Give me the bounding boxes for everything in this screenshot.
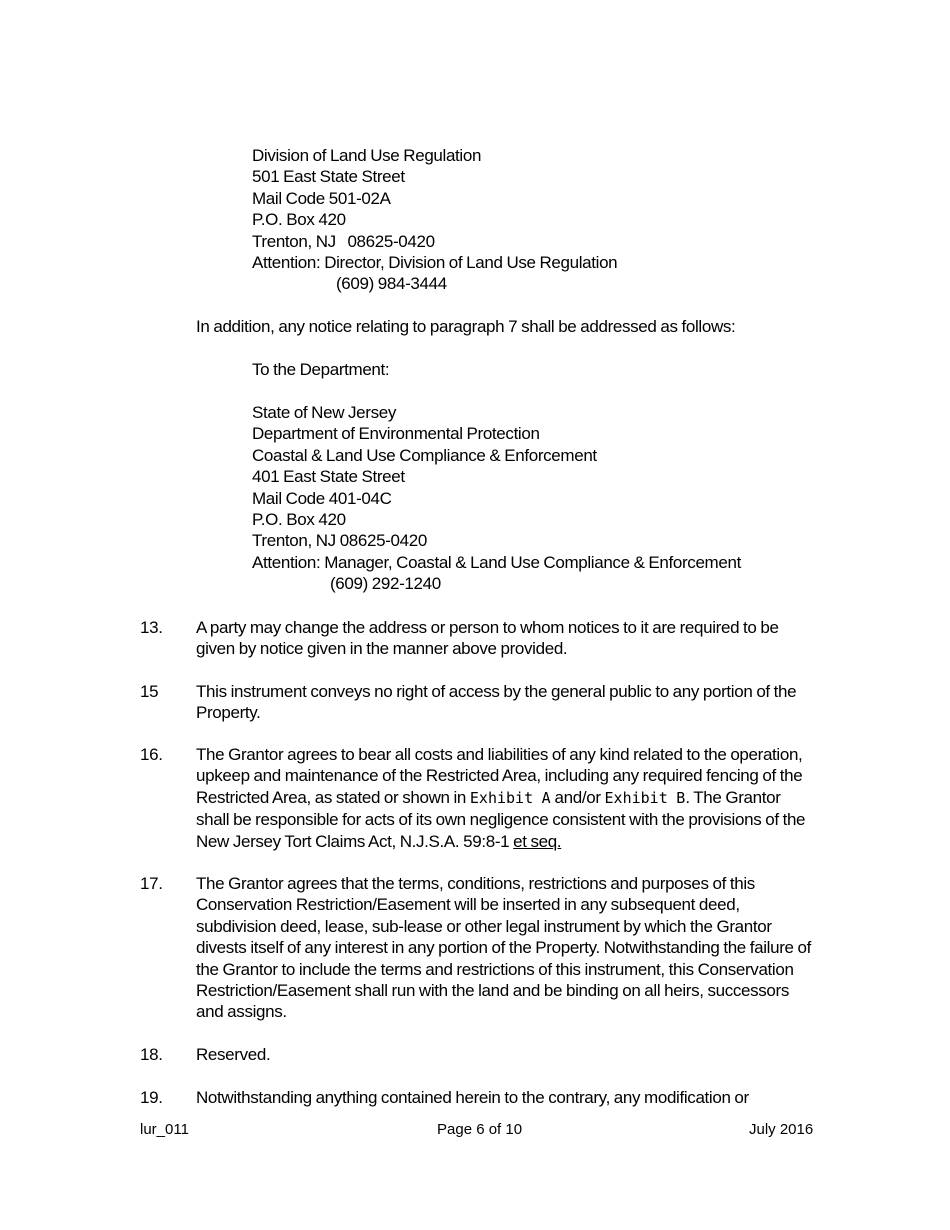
paragraph-13: [140, 617, 815, 660]
address-line: Trenton, NJ 08625-0420: [252, 231, 435, 251]
to-department-label: To the Department:: [252, 360, 390, 379]
paragraph-number: 17.: [140, 874, 163, 893]
paragraph-17: [140, 873, 815, 1023]
paragraph-number: 13.: [140, 618, 163, 637]
address-line: Mail Code 401-04C: [252, 488, 392, 508]
address-dlur: [252, 145, 617, 295]
exhibit-b-reference: Exhibit B: [604, 788, 686, 807]
address-phone: (609) 984-3444: [336, 274, 447, 294]
paragraph-number: 18.: [140, 1045, 163, 1064]
paragraph-number: 16.: [140, 745, 163, 764]
paragraph-text: Reserved.: [196, 1045, 271, 1064]
address-line: Trenton, NJ 08625-0420: [252, 531, 427, 551]
address-enforcement: [252, 402, 741, 595]
address-attention: Attention: Director, Division of Land Use Regulation: [252, 253, 618, 273]
address-line: Coastal & Land Use Compliance & Enforcement: [252, 445, 597, 465]
exhibit-a-reference: Exhibit A: [469, 788, 551, 807]
address-line: State of New Jersey: [252, 403, 396, 422]
paragraph-text-part: and/or: [550, 787, 605, 807]
paragraph-text: Notwithstanding anything contained herein to the contrary, any modification or: [196, 1088, 749, 1107]
paragraph-text-part: The Grantor agrees to bear all costs and liabilities of any kind related to the operation, upkeep and maintenance of the Restricted Area, including any required fencing of the Restricted Area, as stated or shown in: [196, 745, 803, 807]
address-line: Division of Land Use Regulation: [252, 146, 482, 165]
address-line: P.O. Box 420: [252, 510, 346, 530]
paragraph-text-part: . The Grantor shall be responsible for acts of its own negligence consistent with the provisions of the New Jersey Tort Claims Act, N.J.S.A. 59:8-1: [196, 787, 806, 851]
footer-date: July 2016: [749, 1121, 814, 1138]
paragraph-text: A party may change the address or person to whom notices to it are required to be given by notice given in the manner above provided.: [196, 618, 779, 659]
address-phone: (609) 292-1240: [330, 574, 441, 594]
para-7-notice: In addition, any notice relating to paragraph 7 shall be addressed as follows:: [196, 317, 736, 336]
paragraph-18: [140, 1044, 815, 1065]
et-seq-citation: et seq.: [513, 831, 562, 851]
paragraph-number: 19.: [140, 1088, 163, 1107]
paragraph-text: The Grantor agrees that the terms, conditions, restrictions and purposes of this Conservation Restriction/Easement will be inserted in any subsequent deed, subdivision deed, lease, sub-lease or other legal instrument by which the Grantor divests itself of any interest in any portion of the Property. Notwithstanding the failure of the Grantor to include the terms and restrictions of this instrument, this Conservation Restriction/Easement shall run with the land and be binding on all heirs, successors and assigns.: [196, 874, 811, 1022]
footer-form-id: lur_011: [140, 1121, 189, 1138]
address-attention: Attention: Manager, Coastal & Land Use Compliance & Enforcement: [252, 552, 741, 572]
address-line: Department of Environmental Protection: [252, 424, 540, 444]
paragraph-text: This instrument conveys no right of access by the general public to any portion of the Property.: [196, 682, 797, 723]
address-line: Mail Code 501-02A: [252, 188, 391, 208]
address-line: P.O. Box 420: [252, 210, 346, 230]
paragraph-15: [140, 681, 815, 724]
paragraph-16: [140, 744, 815, 852]
address-line: 501 East State Street: [252, 167, 405, 187]
footer-page-number: Page 6 of 10: [437, 1121, 523, 1138]
paragraph-text: [196, 744, 815, 852]
paragraph-number: 15: [140, 682, 159, 701]
paragraph-19: [140, 1087, 815, 1108]
address-line: 401 East State Street: [252, 467, 405, 487]
